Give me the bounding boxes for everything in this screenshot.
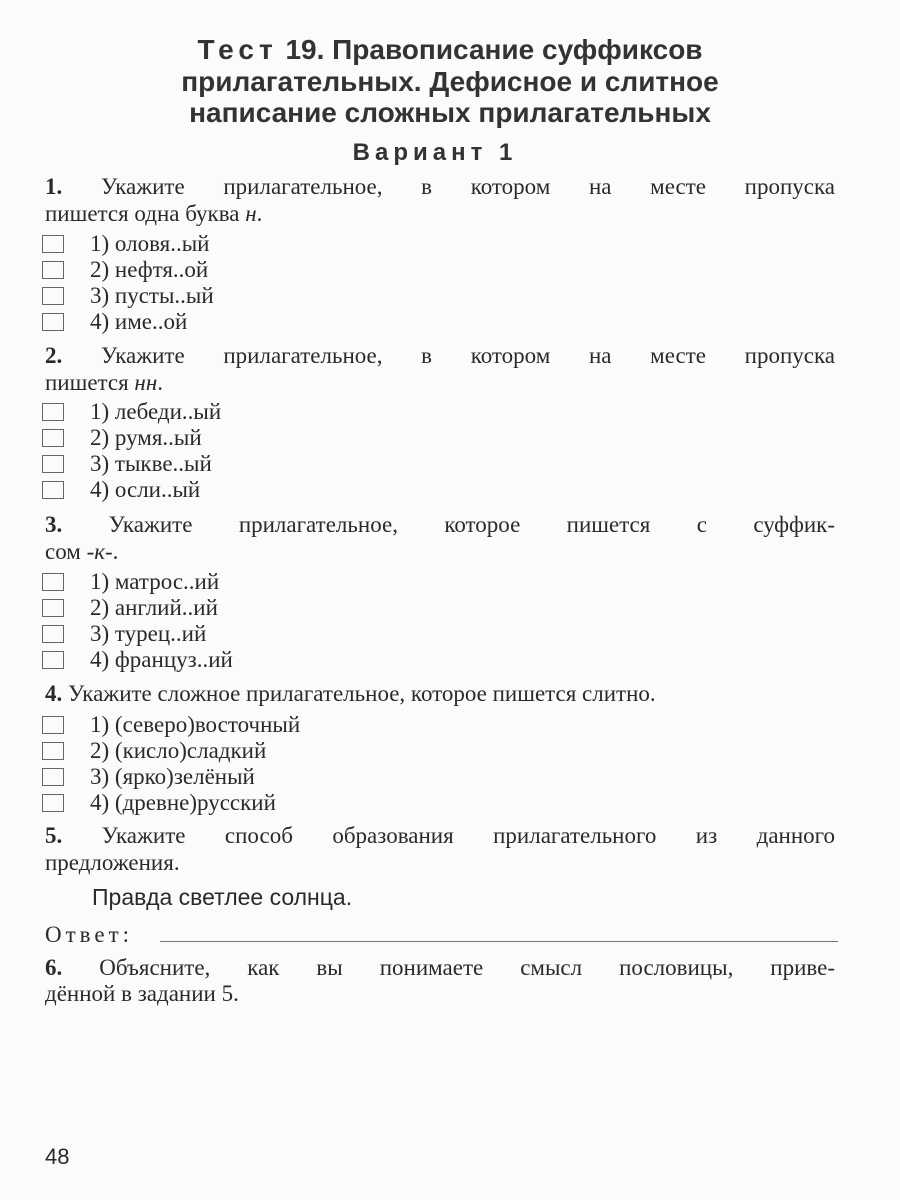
title-test-word: Тест xyxy=(197,34,278,65)
variant-heading: Вариант 1 xyxy=(352,139,518,166)
question-6-line-1 xyxy=(45,955,835,981)
question-2-line-1 xyxy=(45,343,835,369)
option-label: 4) француз..ий xyxy=(90,647,233,672)
question-italic: нн xyxy=(134,370,158,395)
option-label: 1) лебеди..ый xyxy=(90,399,222,424)
question-text: Укажите сложное прилагательное, которое пишется слитно. xyxy=(68,681,656,706)
question-number: 3. xyxy=(45,512,63,537)
question-number: 6. xyxy=(45,955,63,980)
question-text: . xyxy=(112,539,119,564)
question-text: Объясните, как вы понимаете смысл пословицы, приве- xyxy=(99,955,836,980)
checkbox[interactable] xyxy=(42,794,64,812)
option-label: 3) тыкве..ый xyxy=(90,451,212,476)
checkbox[interactable] xyxy=(42,573,64,591)
checkbox[interactable] xyxy=(42,261,64,279)
option-label: 4) осли..ый xyxy=(90,477,201,502)
question-text: сом xyxy=(45,539,87,564)
title-line-2: прилагательных. Дефисное и слитное xyxy=(181,66,719,97)
option-label: 2) англий..ий xyxy=(90,595,218,620)
checkbox[interactable] xyxy=(42,599,64,617)
option-label: 3) турец..ий xyxy=(90,621,207,646)
checkbox[interactable] xyxy=(42,716,64,734)
question-4-line-1 xyxy=(45,681,835,707)
checkbox[interactable] xyxy=(42,313,64,331)
proverb-sentence: Правда светлее солнца. xyxy=(92,884,353,910)
checkbox[interactable] xyxy=(42,768,64,786)
question-text: Укажите прилагательное, в котором на месте пропуска xyxy=(100,343,835,368)
question-5-line-1 xyxy=(45,823,835,849)
option-label: 2) (кисло)сладкий xyxy=(90,738,267,763)
checkbox[interactable] xyxy=(42,235,64,253)
question-5-line-2: предложения. xyxy=(45,850,180,875)
question-text: пишется одна буква xyxy=(45,201,246,226)
title-line-1 xyxy=(0,34,900,65)
question-number: 5. xyxy=(45,823,63,848)
question-number: 4. xyxy=(45,681,63,706)
question-text: Укажите способ образования прилагательного из данного xyxy=(101,823,836,848)
question-6-line-2: дённой в задании 5. xyxy=(45,981,239,1006)
checkbox[interactable] xyxy=(42,481,64,499)
page-number: 48 xyxy=(45,1144,70,1169)
question-1-line-2 xyxy=(45,201,835,227)
question-italic: н xyxy=(245,201,257,226)
checkbox[interactable] xyxy=(42,742,64,760)
checkbox[interactable] xyxy=(42,403,64,421)
option-label: 1) матрос..ий xyxy=(90,569,220,594)
question-number: 1. xyxy=(45,174,63,199)
title-line-1-rest: 19. Правописание суффиксов xyxy=(277,34,703,65)
question-text: . xyxy=(157,370,163,395)
option-label: 1) оловя..ый xyxy=(90,231,210,256)
question-number: 2. xyxy=(45,343,63,368)
answer-label: Ответ: xyxy=(45,922,134,947)
title-line-3: написание сложных прилагательных xyxy=(189,97,711,128)
checkbox[interactable] xyxy=(42,287,64,305)
checkbox[interactable] xyxy=(42,455,64,473)
question-text: Укажите прилагательное, в котором на месте пропуска xyxy=(100,174,835,199)
question-text: Укажите прилагательное, которое пишется с суффик- xyxy=(108,512,835,537)
option-label: 1) (северо)восточный xyxy=(90,712,301,737)
checkbox[interactable] xyxy=(42,625,64,643)
question-italic: -к- xyxy=(86,539,113,564)
checkbox[interactable] xyxy=(42,429,64,447)
option-label: 4) (древне)русский xyxy=(90,790,276,815)
question-1-line-1 xyxy=(45,174,835,200)
question-2-line-2 xyxy=(45,370,835,396)
checkbox[interactable] xyxy=(42,651,64,669)
option-label: 4) име..ой xyxy=(90,309,188,334)
option-label: 2) нефтя..ой xyxy=(90,257,209,282)
question-text: . xyxy=(256,201,263,226)
option-label: 3) (ярко)зелёный xyxy=(90,764,255,789)
answer-input-line[interactable] xyxy=(160,941,838,942)
question-text: пишется xyxy=(45,370,135,395)
question-3-line-1 xyxy=(45,512,835,538)
question-3-line-2 xyxy=(45,539,835,565)
option-label: 3) пусты..ый xyxy=(90,283,214,308)
option-label: 2) румя..ый xyxy=(90,425,202,450)
